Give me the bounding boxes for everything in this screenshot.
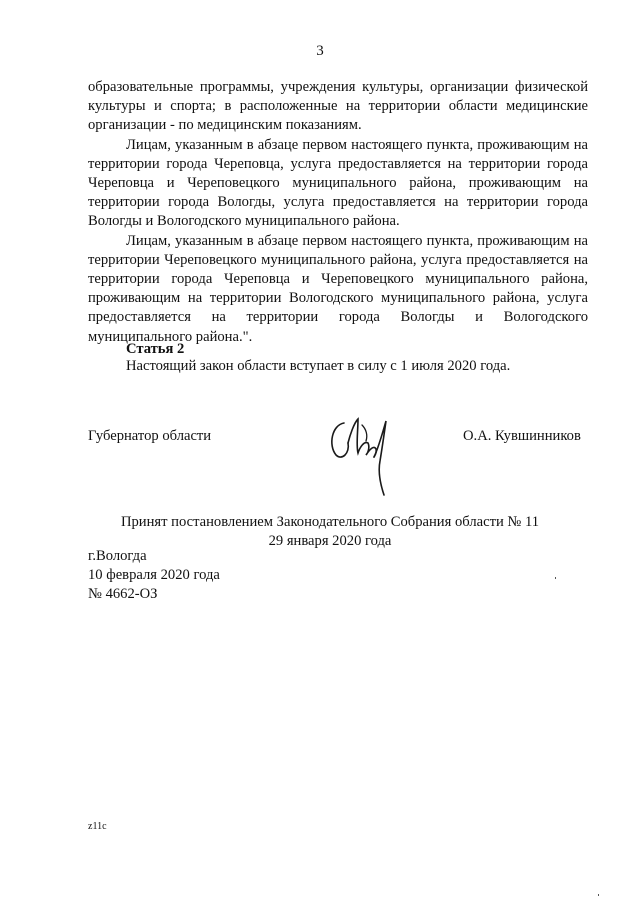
paragraph-cherepovets: Лицам, указанным в абзаце первом настоящего пункта, проживающим на территории города Череповца, услуга предоставляется на территории города Череповца и Череповецкого муниципального района, проживающим на территории города Вологды, услуга предоставляется на территории города Вологды и Вологодского муниципального района. bbox=[88, 136, 588, 230]
law-details bbox=[88, 547, 220, 604]
adoption-line: Принят постановлением Законодательного Собрания области № 11 bbox=[120, 514, 540, 530]
footer-code: z11c bbox=[88, 821, 107, 832]
adoption-date: 29 января 2020 года bbox=[268, 533, 392, 549]
paragraph-continuation: образовательные программы, учреждения культуры, организации физической культуры и спорта; в расположенные на территории области медицинские организации - по медицинским показаниям. bbox=[88, 79, 588, 134]
signing-date: 10 февраля 2020 года bbox=[88, 567, 220, 583]
handwritten-signature bbox=[322, 405, 402, 497]
city: г.Вологда bbox=[88, 548, 147, 564]
article-heading: Статья 2 bbox=[126, 341, 185, 357]
law-body bbox=[88, 78, 588, 347]
law-number: № 4662-ОЗ bbox=[88, 586, 158, 602]
paragraph-cherepovets-district: Лицам, указанным в абзаце первом настоящего пункта, проживающим на территории Череповецкого муниципального района, услуга предоставляется на территории города Череповца и Череповецкого муниципального района, проживающим на территории Вологодского муниципального района, услуга предоставляется на территории города Вологды и Вологодского муниципального района.". bbox=[88, 232, 588, 345]
governor-title: Губернатор области bbox=[88, 428, 212, 444]
scan-speck bbox=[555, 577, 556, 579]
adoption-note bbox=[0, 513, 640, 551]
scan-speck bbox=[598, 894, 599, 896]
page-number: 3 bbox=[316, 43, 324, 59]
governor-name: О.А. Кувшинников bbox=[463, 428, 581, 444]
article-text: Настоящий закон области вступает в силу с 1 июля 2020 года. bbox=[126, 358, 511, 374]
